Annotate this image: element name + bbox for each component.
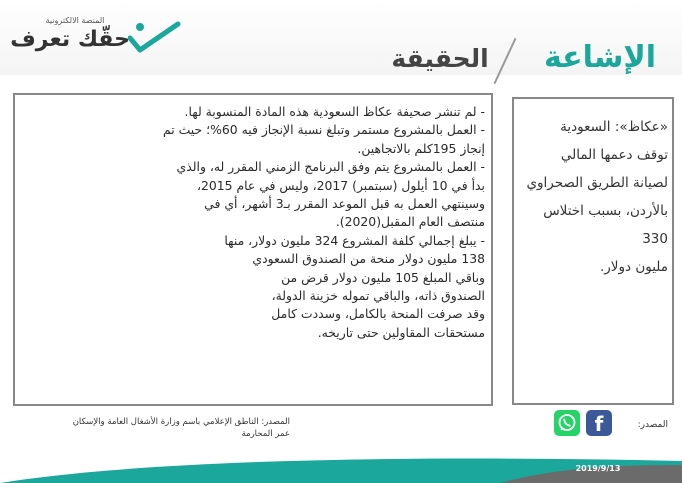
rumor-source-label: المصدر: [637,420,668,430]
logo-check-icon [128,20,182,56]
truth-source: المصدر: الناطق الإعلامي باسم وزارة الأشغال العامة والإسكان عمر المحارمة [72,417,290,439]
rumor-text: «عكاظ»: السعودية توقف دعمها المالي لصيانة الطريق الصحراوي بالأردن، بسبب اختلاس 330 مليون دولار. [526,119,668,275]
footer-date: 2019/9/13 [575,464,621,473]
whatsapp-icon[interactable] [554,410,580,436]
logo-tagline: المنصة الالكترونية [45,16,105,25]
facebook-icon[interactable]: f [586,410,612,436]
logo-name: حقّك تعرف [10,27,130,52]
truth-text: - لم تنشر صحيفة عكاظ السعودية هذه المادة المنسوبة لها. - العمل بالمشروع مستمر وتبلغ نسبة الإنجاز فيه 60%؛ حيث تم إنجاز 195كلم بالاتجاهين. - العمل بالمشروع يتم وفق البرنامج الزمني المقرر له، والذي بدأ في 10 أيلول (سبتمبر) 2017، وليس في عام 2015، وسينتهي العمل به قبل الموعد المقرر بـ3 أشهر، أي في منتصف العام المقبل(2020). - يبلغ إجمالي كلفة المشروع 324 مليون دولار، منها 138 مليون دولار منحة من الصندوق السعودي وباقي المبلغ 105 مليون دولار قرض من الصندوق ذاته، والباقي تموله خزينة الدولة، وقد صرفت المنحة بالكامل، وسددت كامل مستحقات المقاولين حتى تاريخه. [163,104,485,340]
rumor-panel [512,97,674,405]
truth-heading: الحقيقة [391,44,489,73]
truth-panel [13,93,493,406]
rumor-heading: الإشاعة [543,40,657,75]
